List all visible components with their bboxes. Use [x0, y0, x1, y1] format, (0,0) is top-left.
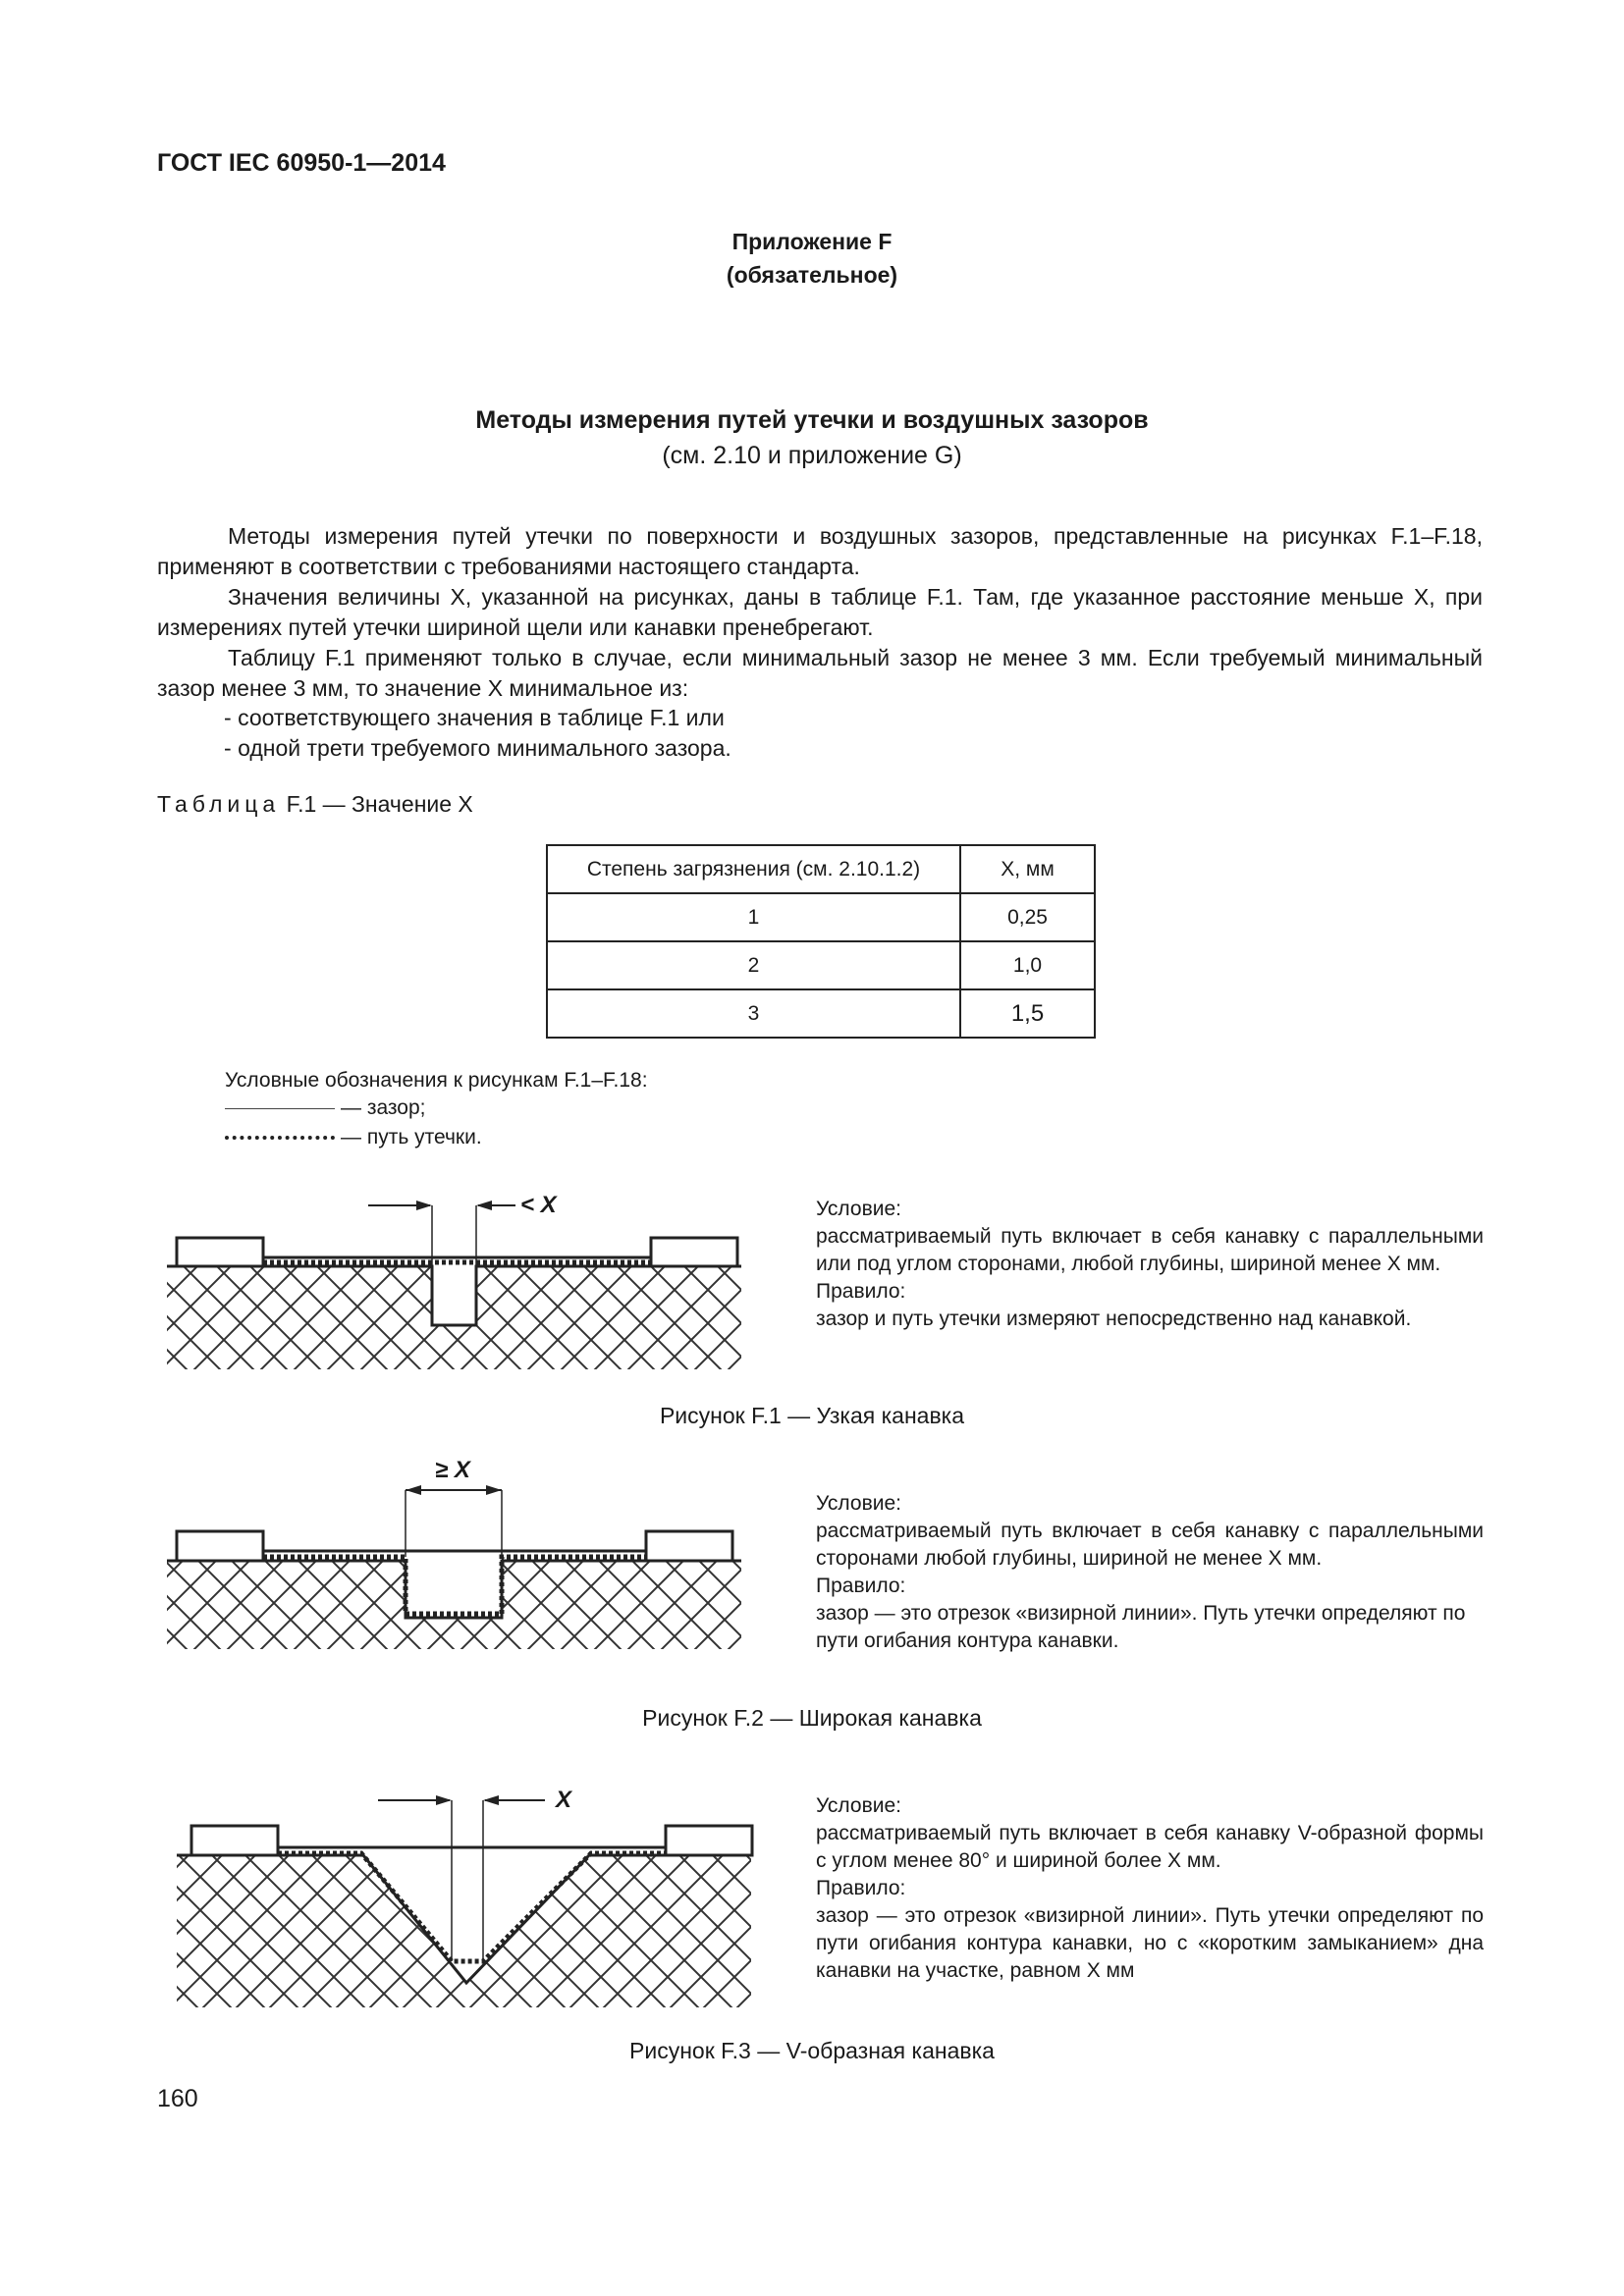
figure-f3-dimension-label: X [556, 1787, 572, 1813]
figure-f2-dimension-label: ≥ X [435, 1457, 470, 1483]
condition-label: Условие: [816, 1794, 902, 1817]
figure-f1-caption: Рисунок F.1 — Узкая канавка [659, 1403, 965, 1428]
figure-f3-description [816, 1792, 1484, 1985]
table-caption-prefix: Таблица [157, 791, 281, 817]
rule-label: Правило: [816, 1877, 906, 1899]
figure-f2-description [816, 1490, 1484, 1655]
legend-title: Условные обозначения к рисункам F.1–F.18: [225, 1069, 648, 1092]
rule-text: зазор — это отрезок «визирной линии». Путь утечки определяют по пути огибания контура канавки. [816, 1602, 1466, 1652]
dotted-line-icon [225, 1136, 335, 1140]
annex-label: Приложение F [731, 229, 893, 254]
intro-paragraph-2: Значения величины X, указанной на рисунках, даны в таблице F.1. Там, где указанное расстояние меньше X, при измерениях путей утечки шириной щели или канавки пренебрегают. [157, 584, 1483, 640]
table-row [547, 989, 1095, 1038]
page-title: Методы измерения путей утечки и воздушных зазоров [475, 406, 1149, 434]
rule-text: зазор и путь утечки измеряют непосредственно над канавкой. [816, 1308, 1412, 1330]
condition-text: рассматриваемый путь включает в себя канавку с параллельными сторонами любой глубины, шириной не менее X мм. [816, 1520, 1484, 1570]
figure-f3-caption: Рисунок F.3 — V-образная канавка [629, 2038, 995, 2063]
figure-f1-description [816, 1196, 1484, 1333]
intro-list-item-text: одной трети требуемого минимального зазора. [238, 735, 731, 761]
legend-clearance [225, 1096, 426, 1120]
condition-text: рассматриваемый путь включает в себя канавку V-образной формы с углом менее 80° и шириной более X мм. [816, 1822, 1484, 1872]
legend-creepage [225, 1126, 482, 1149]
page-number: 160 [157, 2085, 198, 2112]
table-cell: 3 [547, 989, 960, 1038]
intro-paragraph-1: Методы измерения путей утечки по поверхности и воздушных зазоров, представленные на рисунках F.1–F.18, применяют в соответствии с требованиями настоящего стандарта. [157, 523, 1483, 579]
annex-heading [0, 225, 1624, 292]
value-x-table [546, 844, 1096, 1039]
table-caption [157, 791, 473, 818]
table-cell: 1,5 [960, 989, 1095, 1038]
condition-text: рассматриваемый путь включает в себя канавку с параллельными или под углом сторонами, любой глубины, шириной менее X мм. [816, 1225, 1484, 1275]
table-row [547, 941, 1095, 989]
legend-clearance-text: — зазор; [341, 1096, 426, 1119]
table-caption-text: F.1 — Значение X [286, 791, 473, 817]
legend-creepage-text: — путь утечки. [341, 1126, 482, 1148]
intro-list-item-2: - одной трети требуемого минимального зазора. [224, 735, 731, 761]
intro-list-item-1: - соответствующего значения в таблице F.1 или [224, 705, 725, 730]
rule-label: Правило: [816, 1575, 906, 1597]
annex-status: (обязательное) [726, 262, 898, 288]
table-row [547, 893, 1095, 941]
figure-f1-diagram [157, 1173, 746, 1369]
table-cell: 2 [547, 941, 960, 989]
rule-text: зазор — это отрезок «визирной линии». Путь утечки определяют по пути огибания контура канавки, но с «коротким замыканием» дна канавки на участке, равном X мм [816, 1904, 1484, 1982]
document-id: ГОСТ IEC 60950-1—2014 [157, 149, 446, 177]
condition-label: Условие: [816, 1198, 902, 1220]
solid-line-icon [225, 1108, 335, 1109]
condition-label: Условие: [816, 1492, 902, 1515]
intro-paragraph-3: Таблицу F.1 применяют только в случае, если минимальный зазор не менее 3 мм. Если требуемый минимальный зазор менее 3 мм, то значение X минимальное из: [157, 645, 1483, 701]
rule-label: Правило: [816, 1280, 906, 1303]
table-header-cell: X, мм [960, 845, 1095, 893]
table-cell: 1,0 [960, 941, 1095, 989]
figure-f1-dimension-label: < X [520, 1192, 557, 1218]
table-cell: 0,25 [960, 893, 1095, 941]
intro-list-item-text: соответствующего значения в таблице F.1 или [238, 705, 725, 730]
table-header-row [547, 845, 1095, 893]
figure-f3-diagram [167, 1777, 756, 2007]
table-cell: 1 [547, 893, 960, 941]
page-subtitle: (см. 2.10 и приложение G) [662, 442, 962, 469]
figure-f2-caption: Рисунок F.2 — Широкая канавка [642, 1705, 982, 1731]
table-header-cell: Степень загрязнения (см. 2.10.1.2) [547, 845, 960, 893]
